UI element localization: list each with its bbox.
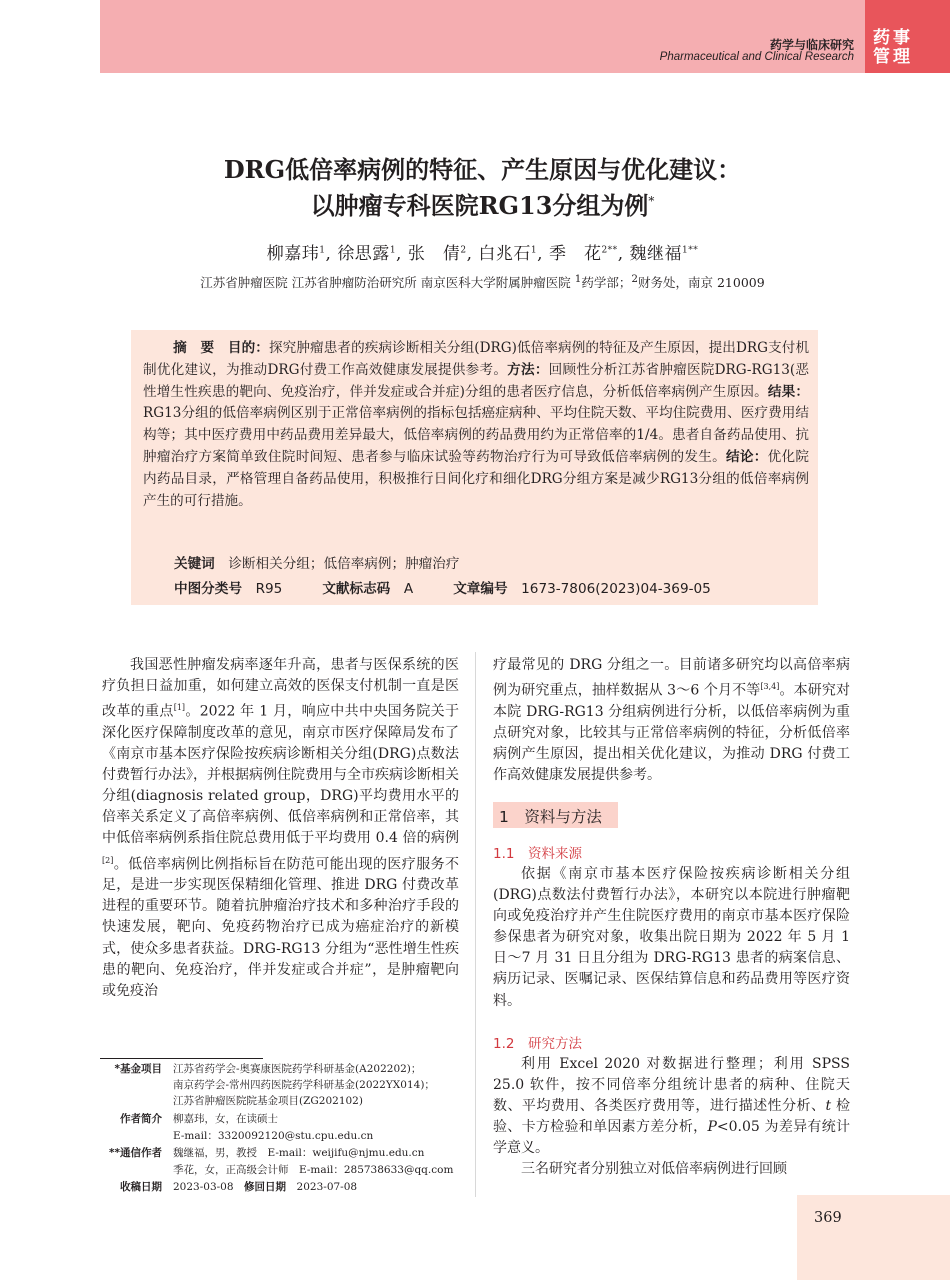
- author-list: 柳嘉玮$^1$, 徐思露$^1$, 张 倩$^2$, 白兆石$^1$, 季 花$^{2**}$, 魏继福$^{1**}$: [266, 244, 699, 264]
- keywords-line: [174, 552, 459, 572]
- abstract-text: 摘 要 目的：探究肿瘤患者的疾病诊断相关分组(DRG)低倍率病例的特征及产生原因，提出DRG支付机制优化建议，为推动DRG付费工作高效健康发展提供参考。方法：回顾性分析江苏省肿瘤医院DRG-RG13(恶性增生性疾患的靶向、免疫治疗，伴并发症或合并症)分组的患者医疗信息，分析低倍率病例产生原因。结果：RG13分组的低倍率病例区别于正常倍率病例的指标包括癌症病种、平均住院天数、平均住院费用、医疗费用结构等；其中医疗费用中药品费用差异最大，低倍率病例的药品费用约为正常倍率的1/4。患者自备药品使用、抗肿瘤治疗方案简单致住院时间短、患者参与临床试验等药物治疗行为可导致低倍率病例的发生。结论：优化院内药品目录，严格管理自备药品使用，积极推行日间化疗和细化DRG分组方案是减少RG13分组的低倍率病例产生的可行措施。: [143, 340, 810, 509]
- subsection-heading-1-1: 1.1 资料来源: [493, 846, 582, 862]
- page-number: 369: [814, 1210, 842, 1226]
- footnote-rule: [100, 1058, 263, 1059]
- paragraph-1-1: 依据《南京市基本医疗保险按疾病诊断相关分组(DRG)点数法付费暂行办法》，本研究以本院进行肿瘤靶向或免疫治疗并产生住院医疗费用的南京市基本医疗保险参保患者为研究对象，收集出院日期为 2022 年 5 月 1 日～7 月 31 日且分组为 DRG-RG13 患者的病案信息、病历记录、医嘱记录、医保结算信息和药品费用等医疗资料。: [493, 866, 850, 1009]
- keywords-label: 关键词: [174, 556, 215, 572]
- section-tab-label: 药事管理: [873, 28, 913, 67]
- subsection-heading-1-2: 1.2 研究方法: [493, 1036, 582, 1052]
- article-title-line1: DRG低倍率病例的特征、产生原因与优化建议：: [223, 155, 742, 184]
- column-divider: [475, 652, 476, 1197]
- keywords: 诊断相关分组；低倍率病例；肿瘤治疗: [228, 556, 460, 572]
- journal-title-cn: 药学与临床研究: [769, 38, 854, 52]
- classification-line: 中图分类号 R95 文献标志码 A 文章编号 1673-7806(2023)04-369-05: [174, 581, 711, 597]
- paragraph-1-2: 利用 Excel 2020 对数据进行整理；利用 SPSS 25.0 软件，按不同倍率分组统计患者的病种、住院天数、平均费用、各类医疗费用等，进行描述性分析、t 检验、卡方检验和单因素方差分析，P<0.05 为差异有统计学意义。 三名研究者分别独立对低倍率病例进行回顾: [493, 1056, 851, 1178]
- abstract-label: 摘 要: [173, 340, 215, 356]
- article-title-line2: 以肿瘤专科医院RG13分组为例*: [310, 191, 655, 220]
- intro-paragraph: 我国恶性肿瘤发病率逐年升高，患者与医保系统的医疗负担日益加重，如何建立高效的医保支付机制一直是医改革的重点[1]。2022 年 1 月，响应中共中央国务院关于深化医疗保障制度改革的意见，南京市医疗保障局发布了《南京市基本医疗保险按疾病诊断相关分组(DRG)点数法付费暂行办法》，并根据病例住院费用与全市疾病诊断相关分组(diagnosis related group，DRG)平均费用水平的倍率关系定义了高倍率病例、低倍率病例和正常倍率，其中低倍率病例系指住院总费用低于平均费用 0.4 倍的病例[2]。低倍率病例比例指标旨在防范可能出现的医疗服务不足，是进一步实现医保精细化管理、推进 DRG 付费改革进程的重要环节。随着抗肿瘤治疗技术和多种治疗手段的快速发展，靶向、免疫药物治疗已成为癌症治疗的新模式，使众多患者获益。DRG-RG13 分组为“恶性增生性疾患的靶向、免疫治疗，伴并发症或合并症”，是肿瘤靶向或免疫治: [102, 657, 460, 999]
- affiliation: 江苏省肿瘤医院 江苏省肿瘤防治研究所 南京医科大学附属肿瘤医院 $^1$药学部；$^2$财务处，南京 210009: [200, 273, 765, 291]
- body-right-intro: 疗最常见的 DRG 分组之一。目前诸多研究均以高倍率病例为研究重点，抽样数据从 3～6 个月不等[3,4]。本研究对本院 DRG-RG13 分组病例进行分析，以低倍率病例为重点研究对象，比较其与正常倍率病例的特征，分析低倍率病例产生原因，提出相关优化建议，为推动 DRG 付费工作高效健康发展提供参考。: [493, 657, 851, 784]
- title-footnote-mark: *: [648, 194, 655, 208]
- page-number-band: [797, 1195, 950, 1280]
- section-heading-1: 1 资料与方法: [493, 802, 618, 828]
- body-left-column: [102, 655, 459, 1002]
- journal-title-en: Pharmaceutical and Clinical Research: [659, 51, 854, 63]
